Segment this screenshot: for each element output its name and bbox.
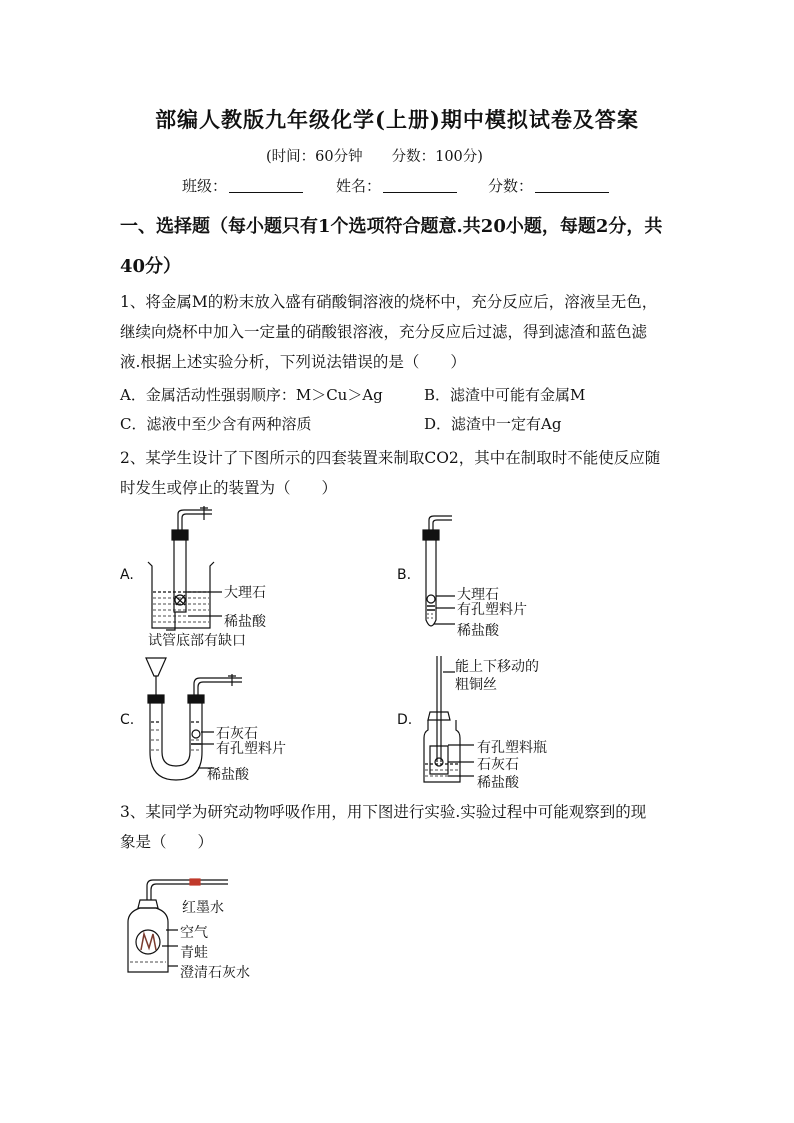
figure-b-label-2: 有孔塑料片 bbox=[457, 602, 527, 618]
figure-d-label-1a: 能上下移动的 bbox=[455, 659, 539, 675]
figure-b-label-3: 稀盐酸 bbox=[457, 623, 499, 639]
figure-a-label-2: 稀盐酸 bbox=[224, 614, 266, 630]
exam-meta: (时间：60分钟 分数：100分) bbox=[266, 149, 483, 165]
figure-c-label-3: 稀盐酸 bbox=[207, 767, 249, 783]
figure-d-label-3: 石灰石 bbox=[477, 757, 519, 773]
q2-line-1: 2、某学生设计了下图所示的四套装置来制取CO2，其中在制取时不能使反应随 bbox=[120, 449, 661, 467]
section-line-2: 40分） bbox=[120, 256, 182, 277]
q1-option-c[interactable]: C．滤液中至少含有两种溶质 bbox=[120, 415, 312, 433]
frog-fig-label-frog: 青蛙 bbox=[180, 945, 208, 961]
q1-option-d[interactable]: D．滤渣中一定有Ag bbox=[424, 415, 562, 433]
q1-line-1: 1、将金属M的粉末放入盛有硝酸铜溶液的烧杯中，充分反应后，溶液呈无色， bbox=[120, 293, 658, 311]
frog-fig-label-limewater: 澄清石灰水 bbox=[180, 965, 250, 981]
q3-line-1: 3、某同学为研究动物呼吸作用，用下图进行实验.实验过程中可能观察到的现 bbox=[120, 803, 647, 821]
figure-a-letter[interactable]: A. bbox=[120, 567, 134, 583]
figure-c-letter[interactable]: C. bbox=[120, 712, 135, 728]
q1-line-2: 继续向烧杯中加入一定量的硝酸银溶液，充分反应后过滤，得到滤渣和蓝色滤 bbox=[120, 323, 648, 341]
figure-a-label-1: 大理石 bbox=[224, 585, 266, 601]
q1-option-b[interactable]: B．滤渣中可能有金属M bbox=[424, 386, 586, 404]
figure-d-label-4: 稀盐酸 bbox=[477, 775, 519, 791]
figure-b-letter[interactable]: B. bbox=[397, 567, 412, 583]
figure-b-label-1: 大理石 bbox=[457, 587, 499, 603]
score-label: 分数： bbox=[488, 177, 534, 195]
figure-d-label-1b: 粗铜丝 bbox=[455, 677, 497, 693]
q1-option-a[interactable]: A．金属活动性强弱顺序：M＞Cu＞Ag bbox=[120, 386, 383, 404]
figure-d-letter[interactable]: D. bbox=[397, 712, 413, 728]
frog-fig-label-red-ink: 红墨水 bbox=[182, 900, 224, 916]
figure-b-apparatus bbox=[423, 516, 455, 626]
page-title: 部编人教版九年级化学(上册)期中模拟试卷及答案 bbox=[155, 107, 639, 132]
q2-line-2: 时发生或停止的装置为（ ） bbox=[120, 479, 338, 497]
frog-fig-label-air: 空气 bbox=[180, 925, 208, 941]
q1-line-3: 液.根据上述实验分析，下列说法错误的是（ ） bbox=[120, 353, 466, 371]
figure-a-label-3: 试管底部有缺口 bbox=[148, 633, 246, 649]
class-label: 班级： bbox=[182, 177, 228, 195]
name-label: 姓名： bbox=[336, 177, 382, 195]
figure-a-apparatus bbox=[148, 506, 222, 630]
figure-c-label-2: 有孔塑料片 bbox=[216, 741, 286, 757]
q3-line-2: 象是（ ） bbox=[120, 833, 214, 851]
figure-c-label-1: 石灰石 bbox=[216, 726, 258, 742]
frog-bottle-apparatus bbox=[128, 879, 228, 972]
section-line-1: 一、选择题（每小题只有1个选项符合题意.共20小题，每题2分，共 bbox=[120, 216, 663, 237]
figure-c-apparatus bbox=[146, 658, 242, 780]
figure-d-label-2: 有孔塑料瓶 bbox=[477, 740, 547, 756]
